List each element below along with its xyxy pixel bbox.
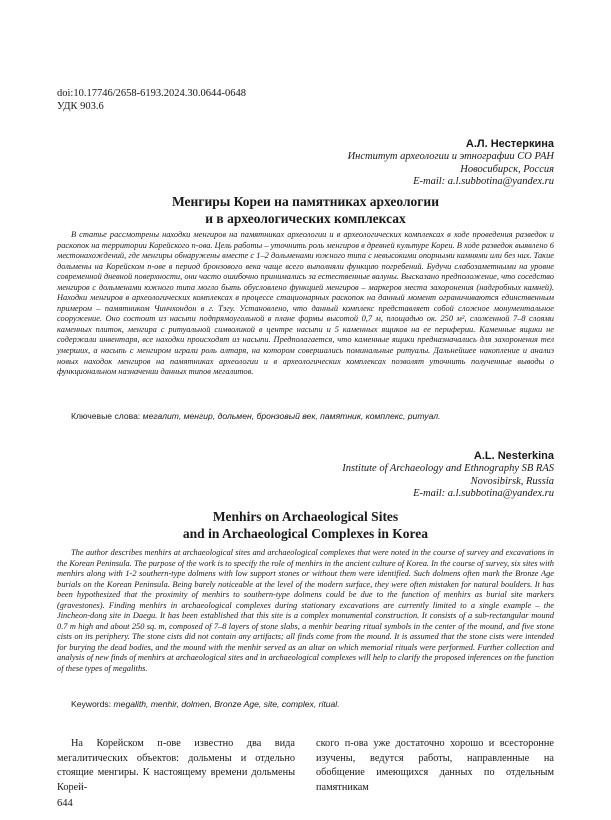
abstract-en xyxy=(57,548,554,675)
abstract-ru-text: В статье рассмотрены находки менгиров на памятниках археологии и в археологических комплексах в ходе проведения разведок и раскопок на территории Корейского п-ова. Цель работы – уточнить роль менгиров в древней культуре Кореи. В ходе разведок выявлено 6 местонахождений, где менгиры обнаружены вместе с 1–2 дольменами южного типа с невысокими опорными камнями или без них. Такие дольмены на Корейском п-ове в период бронзового века чаще всего выполняли функцию погребений. Будучи слабозаметными на уровне современной дневной поверхности, они часто ошибочно принимались за естественные валуны. Высказано предположение, что соседство менгиров с дольменами южного типа могло быть обусловлено функцией менгиров – маркеров места захоронения (надгробных камней). Находки менгиров в археологических комплексах в процессе стационарных раскопок на данный момент ограничиваются единственным примером – памятником Чинчхондон в г. Тэгу. Установлено, что данный комплекс представляет собой сложное монументальное сооружение. Оно состоит из насыпи подпрямоугольной в плане формы высотой 0,7 м, площадью ок. 250 м², сложенной 7–8 слоями каменных плиток, менгира с ритуальной символикой в центре насыпи и 5 каменных ящиков на ее периферии. Каменные ящики не содержали инвентаря, все находки происходят из насыпи. Предполагается, что каменные ящики предназначались для захоронения тел умерших, а насыпь с менгиром играли роль алтаря, на котором совершались поминальные ритуалы. Дальнейшее накопление и анализ новых находок менгиров на памятниках археологии и в археологических комплексах позволят уточнить полученные выводы о функциональном назначении данных типов мегалитов. xyxy=(57,230,554,377)
abstract-ru xyxy=(57,230,554,378)
keywords-ru-label: Ключевые слова: xyxy=(71,411,141,421)
author-name-en: A.L. Nesterkina xyxy=(473,450,554,462)
title-ru-line-1: Менгиры Кореи на памятниках археологии xyxy=(171,194,439,209)
keywords-en-label: Keywords: xyxy=(71,699,112,709)
article-title-en xyxy=(57,508,554,542)
email-ru[interactable]: E-mail: a.l.subbotina@yandex.ru xyxy=(413,176,554,187)
abstract-en-text: The author describes menhirs at archaeological sites and archaeological complexes that were noted in the course of survey and excavations in the Korean Peninsula. The purpose of the work is to specify the role of menhirs in the ancient culture of Korea. In the course of survey, six sites with menhirs along with 1-2 southern-type dolmens with low support stones or without them were identified. Such dolmens often mark the Bronze Age burials on the Korean Peninsula. Being barely noticeable at the level of the modern surface, they were often mistaken for natural boulders. It has been hypothesized that the proximity of menhirs to southern-type dolmens could be due to the function of menhirs as burial site markers (gravestones). Finding menhirs in archaeological complexes during stationary excavations are currently limited to a single example – the Jincheon-dong site in Daegu. It has been established that this site is a complex monumental construction. It consists of a sub-rectangular mound 0.7 m high and about 250 sq. m, composed of 7–8 layers of stone slabs, a menhir bearing ritual symbols in the center of the mound, and five stone cists on its periphery. The stone cists did not contain any artifacts; all finds come from the mound. It is assumed that the stone cists were intended for burying the dead bodies, and the mound with the menhir served as an altar on which memorial rituals were performed. Further collection and analysis of new finds of menhirs at archaeological sites and in archaeological complexes will help to clarify the proposed inferences on the function of these types of megaliths. xyxy=(57,548,554,674)
city-ru: Новосибирск, Россия xyxy=(460,163,554,175)
body-column-left xyxy=(57,737,295,795)
affiliation-en xyxy=(342,463,554,501)
article-metadata xyxy=(57,88,246,113)
body-paragraph-left: На Корейском п-ове известно два вида мегалитических объектов: дольмены и отдельно стоящие менгиры. К настоящему времени дольмены Корей- xyxy=(57,738,295,793)
udk-code: УДК 903.6 xyxy=(57,100,104,112)
doi[interactable]: doi:10.17746/2658-6193.2024.30.0644-0648 xyxy=(57,88,246,99)
author-name-ru: А.Л. Нестеркина xyxy=(465,138,554,150)
keywords-ru-list: мегалит, менгир, дольмен, бронзовый век, памятник, комплекс, ритуал. xyxy=(142,411,441,421)
keywords-ru xyxy=(71,411,554,422)
city-en: Novosibirsk, Russia xyxy=(470,475,554,487)
page-number: 644 xyxy=(57,798,73,809)
institution-en: Institute of Archaeology and Ethnography SB RAS xyxy=(342,463,554,474)
title-en-line-1: Menhirs on Archaeological Sites xyxy=(212,509,399,524)
title-en-line-2: and in Archaeological Complexes in Korea xyxy=(182,526,429,541)
keywords-en xyxy=(71,699,554,710)
affiliation-ru xyxy=(348,151,554,189)
article-title-ru xyxy=(57,193,554,227)
title-ru-line-2: и в археологических комплексах xyxy=(205,211,406,226)
body-column-right xyxy=(316,737,554,795)
keywords-en-list: megalith, menhir, dolmen, Bronze Age, site, complex, ritual. xyxy=(113,699,340,709)
institution-ru: Институт археологии и этнографии СО РАН xyxy=(347,151,554,162)
email-en[interactable]: E-mail: a.l.subbotina@yandex.ru xyxy=(413,488,554,499)
body-paragraph-right: ского п-ова уже достаточно хорошо и всесторонне изучены, ведутся работы, направленные на обобщение имеющихся данных по отдельным памятникам xyxy=(316,738,554,793)
